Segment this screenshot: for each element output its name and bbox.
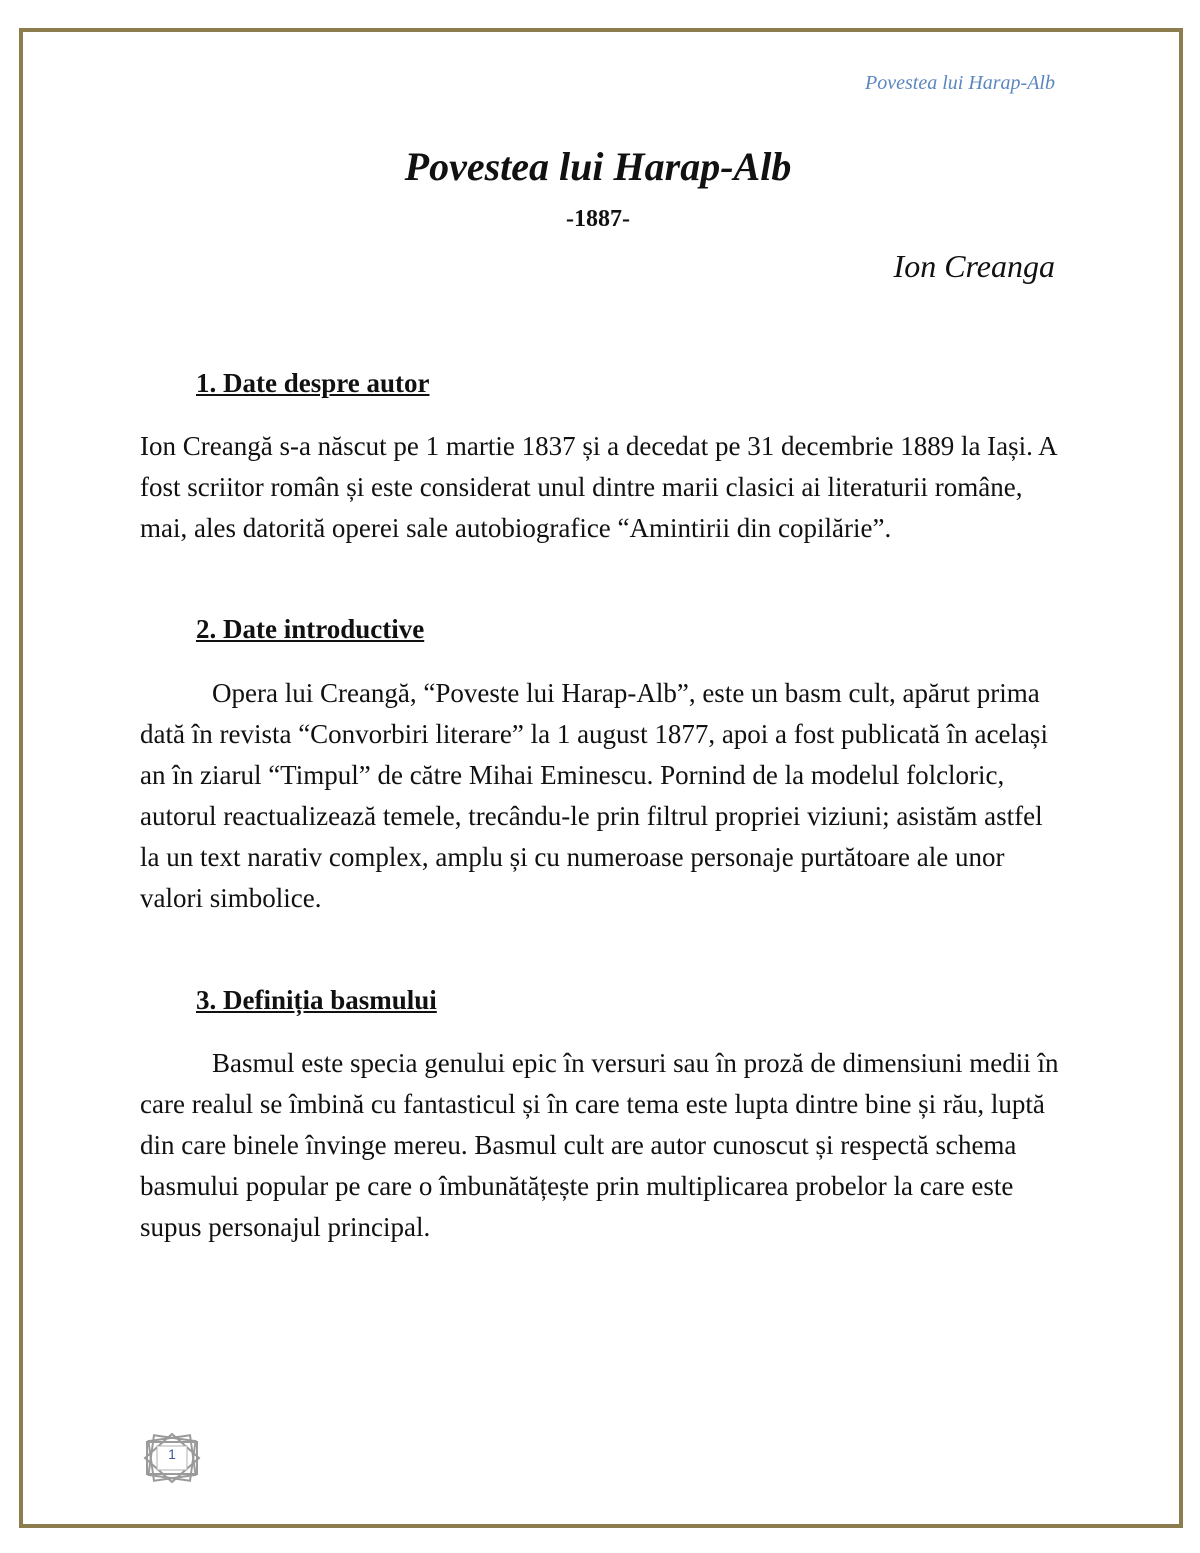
section-paragraph-definitie: Basmul este specia genului epic în versuri sau în proză de dimensiuni medii în care realul se îmbină cu fantasticul și în care tema este lupta dintre bine și rău, luptă din care binele învinge mereu. Basmul cult are autor cunoscut și respectă schema basmului popular pe care o îmbunătățește prin multiplicarea probelor la care este supus personajul principal. — [140, 1048, 1059, 1242]
page-number: 1 — [168, 1446, 176, 1462]
document-title: Povestea lui Harap-Alb — [404, 144, 792, 189]
running-header: Povestea lui Harap-Alb — [865, 72, 1055, 94]
section-heading-definitie: 3. Definiția basmului — [196, 985, 437, 1015]
section-paragraph-introductive: Opera lui Creangă, “Poveste lui Harap-Alb”, este un basm cult, apărut prima dată în revista “Convorbiri literare” la 1 august 1877, apoi a fost publicată în același an în ziarul “Timpul” de către Mihai Eminescu. Pornind de la modelul folcloric, autorul reactualizează temele, trecându-le prin filtrul propriei viziuni; asistăm astfel la un text narativ complex, amplu și cu numeroase personaje purtătoare ale unor valori simbolice. — [140, 678, 1048, 913]
section-heading-introductive: 2. Date introductive — [196, 614, 425, 644]
section-paragraph-autor: Ion Creangă s-a născut pe 1 martie 1837 și a decedat pe 31 decembrie 1889 la Iași. A fost scriitor român și este considerat unul dintre marii clasici ai literaturii române, mai, ales datorită operei sale autobiografice “Amintirii din copilărie”. — [140, 431, 1057, 543]
page-number-badge — [141, 1432, 203, 1484]
section-heading-autor: 1. Date despre autor — [196, 368, 430, 398]
document-year: -1887- — [566, 206, 630, 232]
document-author: Ion Creanga — [893, 248, 1055, 284]
